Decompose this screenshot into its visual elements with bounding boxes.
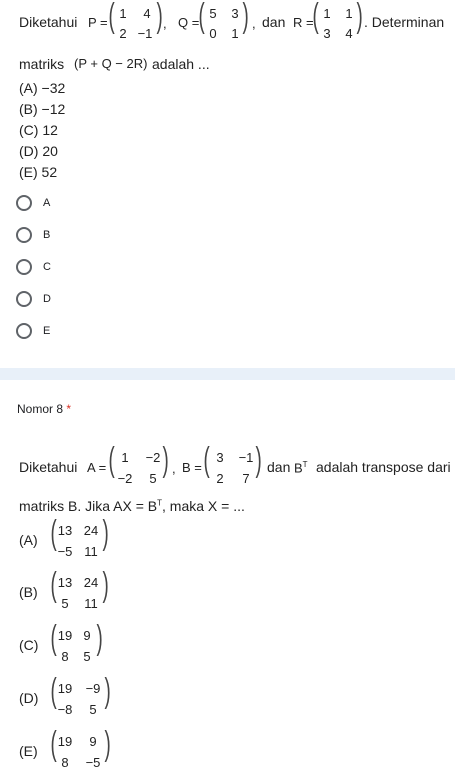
- matrix-p: ( 1 4 2 −1 ): [108, 0, 163, 41]
- matrix-p-label: P =: [88, 15, 108, 30]
- option-d-matrix: ( 19 −9 −8 5 ): [50, 672, 111, 717]
- radio-c-label[interactable]: C: [43, 261, 51, 273]
- matrix-a: ( 1 −2 −2 5 ): [108, 441, 169, 486]
- question-7-image: Diketahui P = ( 1 4 2 −1 ) , Q = ( 5 3 0 1 ) , dan R = ( 1 1 3 4 ) . Determinan matriks (P + Q − 2R) adalah ... (A) −32 (B) −12 (C) 12 (D) 20 (E) 52 A B C D E: [0, 0, 455, 368]
- option-a-matrix: ( 13 24 −5 11 ): [50, 514, 109, 559]
- radio-e-label[interactable]: E: [43, 325, 51, 337]
- matrix-q: ( 5 3 0 1 ): [198, 0, 249, 41]
- radio-b[interactable]: [16, 227, 32, 243]
- question-title: Nomor 8 *: [17, 402, 72, 416]
- radio-a[interactable]: [16, 195, 32, 211]
- radio-d-label[interactable]: D: [43, 293, 51, 305]
- expression: (P + Q − 2R): [74, 56, 148, 71]
- intro-text: Diketahui: [19, 14, 78, 30]
- matrix-b: ( 3 −1 2 7 ): [203, 441, 262, 486]
- option-a-text: (A) −32: [19, 80, 66, 96]
- matrix-a-label: A =: [87, 460, 107, 475]
- radio-b-label[interactable]: B: [43, 229, 51, 241]
- radio-c[interactable]: [16, 259, 32, 275]
- radio-a-label[interactable]: A: [43, 197, 51, 209]
- matrix-r: ( 1 1 3 4 ): [312, 0, 363, 41]
- option-e-matrix: ( 19 9 8 −5 ): [50, 725, 111, 770]
- option-d-text: (D) 20: [19, 143, 58, 159]
- matrix-q-label: Q =: [178, 15, 200, 30]
- radio-d[interactable]: [16, 291, 32, 307]
- radio-e[interactable]: [16, 323, 32, 339]
- matrix-r-label: R =: [293, 15, 314, 30]
- option-c-matrix: ( 19 9 8 5 ): [50, 619, 103, 664]
- matrix-b-label: B =: [182, 460, 202, 475]
- option-c-text: (C) 12: [19, 122, 58, 138]
- option-e-text: (E) 52: [19, 164, 58, 180]
- question-8-card: Nomor 8 * Diketahui A = ( 1 −2 −2 5 ) , B = ( 3 −1 2 7 ) dan $B^T$ adalah transpose dari matriks B. Jika AX = $B^T$, maka X = ... (A) ( 13 24 −5 11 ) (B) ( 13 24 5 11 ) (C) ( 19 9 8 5 ) (D) ( 19 −9 −8 5 ) (E) ( 19 9 8 −5 ): [0, 380, 455, 781]
- required-asterisk: *: [66, 402, 72, 416]
- option-b-text: (B) −12: [19, 101, 66, 117]
- option-b-matrix: ( 13 24 5 11 ): [50, 566, 109, 611]
- section-divider: [0, 368, 455, 380]
